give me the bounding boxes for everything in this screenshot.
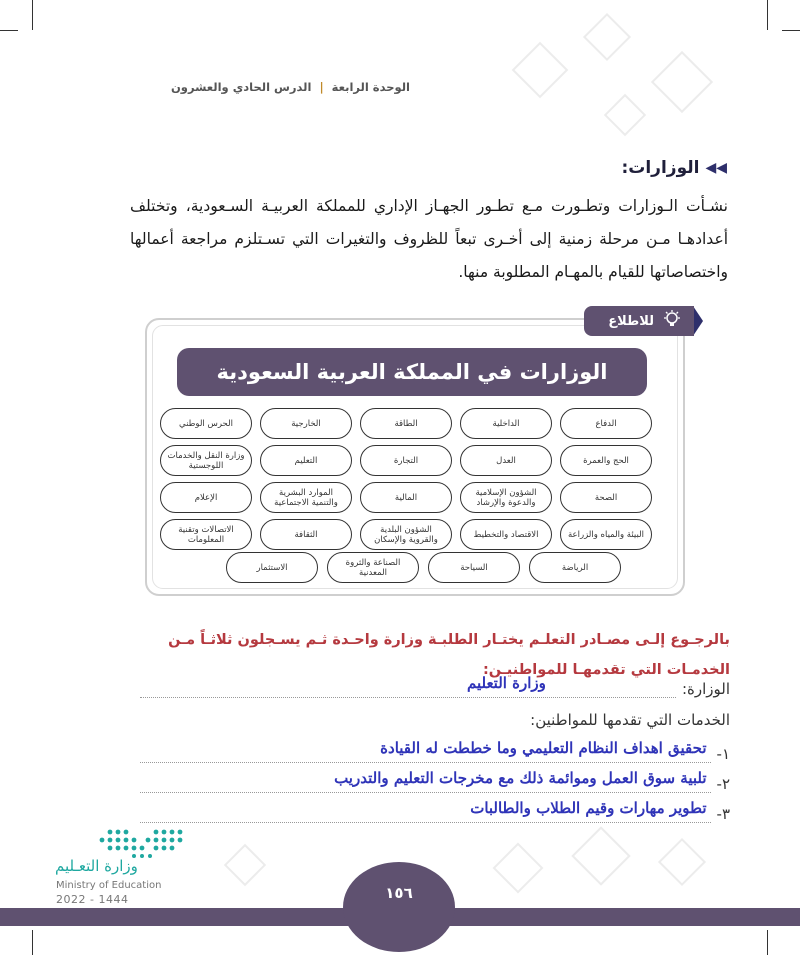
background-diamond [604, 94, 646, 136]
page-number: ١٥٦ [385, 884, 413, 902]
ministry-pill: الصحة [560, 482, 652, 513]
ministry-pill: الحج والعمرة [560, 445, 652, 476]
background-diamond [224, 844, 266, 886]
crop-mark [32, 0, 33, 30]
ministry-answer-field[interactable] [140, 676, 676, 698]
activity-instruction: بالرجـوع إلـى مصـادر التعلـم يختـار الطلبـة وزارة واحـدة ثـم يسـجلون ثلاثـاً مـن الخدمـات التي تقدمهـا للمواطنيـن: [168, 632, 730, 678]
info-tag [584, 306, 694, 336]
page-number-badge [343, 862, 455, 952]
ministry-pill: الصناعة والثروة المعدنية [327, 552, 419, 583]
ministry-pill: الموارد البشرية والتنمية الاجتماعية [260, 482, 352, 513]
crop-mark [782, 30, 800, 31]
edition-year: 2022 - 1444 [56, 893, 129, 906]
ministries-grid [167, 408, 652, 550]
tag-notch [693, 306, 703, 336]
ministry-pill: الشؤون الإسلامية والدعوة والإرشاد [460, 482, 552, 513]
ministry-pill: الاستثمار [226, 552, 318, 583]
ministry-pill: الطاقة [360, 408, 452, 439]
crop-mark [0, 30, 18, 31]
lesson-label: الدرس الحادي والعشرون [170, 80, 312, 94]
ministry-pill: العدل [460, 445, 552, 476]
background-diamond [512, 42, 569, 99]
ministry-pill: الاتصالات وتقنية المعلومات [160, 519, 252, 550]
ministries-banner: الوزارات في المملكة العربية السعودية [177, 348, 647, 396]
ministry-pill: الخارجية [260, 408, 352, 439]
ministry-pill: المالية [360, 482, 452, 513]
service-number: ١- [716, 745, 730, 763]
background-diamond [571, 826, 630, 885]
ministry-pill: الشؤون البلدية والقروية والإسكان [360, 519, 452, 550]
crop-mark [767, 930, 768, 955]
ministry-pill: التجارة [360, 445, 452, 476]
lightbulb-icon [662, 309, 682, 333]
services-label: الخدمات التي تقدمها للمواطنين: [530, 711, 730, 729]
background-diamond [493, 843, 544, 894]
service-answer: تطوير مهارات وقيم الطلاب والطالبات [470, 799, 707, 817]
ministry-pill: التعليم [260, 445, 352, 476]
service-answer: تلبية سوق العمل وموائمة ذلك مع مخرجات التعليم والتدريب [334, 769, 707, 787]
ministry-label: الوزارة: [681, 680, 730, 698]
service-answer-field[interactable] [140, 771, 711, 793]
crop-mark [767, 0, 768, 30]
section-paragraph: نشـأت الـوزارات وتطـورت مـع تطـور الجهـاز الإداري للمملكة العربيـة السـعودية، وتختلف أعدادهـا مـن مرحلة زمنية إلى أخـرى تبعاً للظروف والتغيرات التي تسـتلزم مراجعة أعمالها واختصاصاتها للقيام بالمهـام المطلوبة منها. [130, 197, 728, 281]
ministry-answer: وزارة التعليم [466, 674, 546, 692]
header-separator: | [319, 80, 324, 94]
ministry-logo-english: Ministry of Education [56, 880, 162, 891]
service-row [140, 797, 730, 823]
background-diamond [583, 13, 631, 61]
service-number: ٢- [716, 775, 730, 793]
background-diamond [658, 838, 706, 886]
service-row [140, 767, 730, 793]
service-answer-field[interactable] [140, 801, 711, 823]
info-tag-label: للاطلاع [608, 313, 654, 329]
ministry-pill: الداخلية [460, 408, 552, 439]
ministry-pill: السياحة [428, 552, 520, 583]
section-title [621, 158, 727, 178]
section-title-text: الوزارات: [621, 158, 700, 178]
background-diamond [651, 51, 713, 113]
ministry-pill: الاقتصاد والتخطيط [460, 519, 552, 550]
crop-mark [32, 930, 33, 955]
ministry-answer-row [140, 672, 730, 698]
service-answer: تحقيق اهداف النظام التعليمي وما خططت له القيادة [380, 739, 707, 757]
service-answer-field[interactable] [140, 741, 711, 763]
ministry-pill: الإعلام [160, 482, 252, 513]
ministry-logo-dots [96, 828, 188, 858]
service-row [140, 737, 730, 763]
page-header [130, 80, 410, 94]
ministry-pill: الرياضة [529, 552, 621, 583]
double-chevron-icon: ◀◀ [705, 160, 727, 176]
ministry-logo-name: وزارة التعـليم [55, 857, 138, 875]
ministry-pill: الثقافة [260, 519, 352, 550]
ministry-pill: الدفاع [560, 408, 652, 439]
unit-label: الوحدة الرابعة [331, 80, 410, 94]
ministries-last-row [225, 552, 621, 583]
ministry-pill: الحرس الوطني [160, 408, 252, 439]
service-number: ٣- [716, 805, 730, 823]
ministry-pill: البيئة والمياه والزراعة [560, 519, 652, 550]
ministry-pill: وزارة النقل والخدمات اللوجستية [160, 445, 252, 476]
